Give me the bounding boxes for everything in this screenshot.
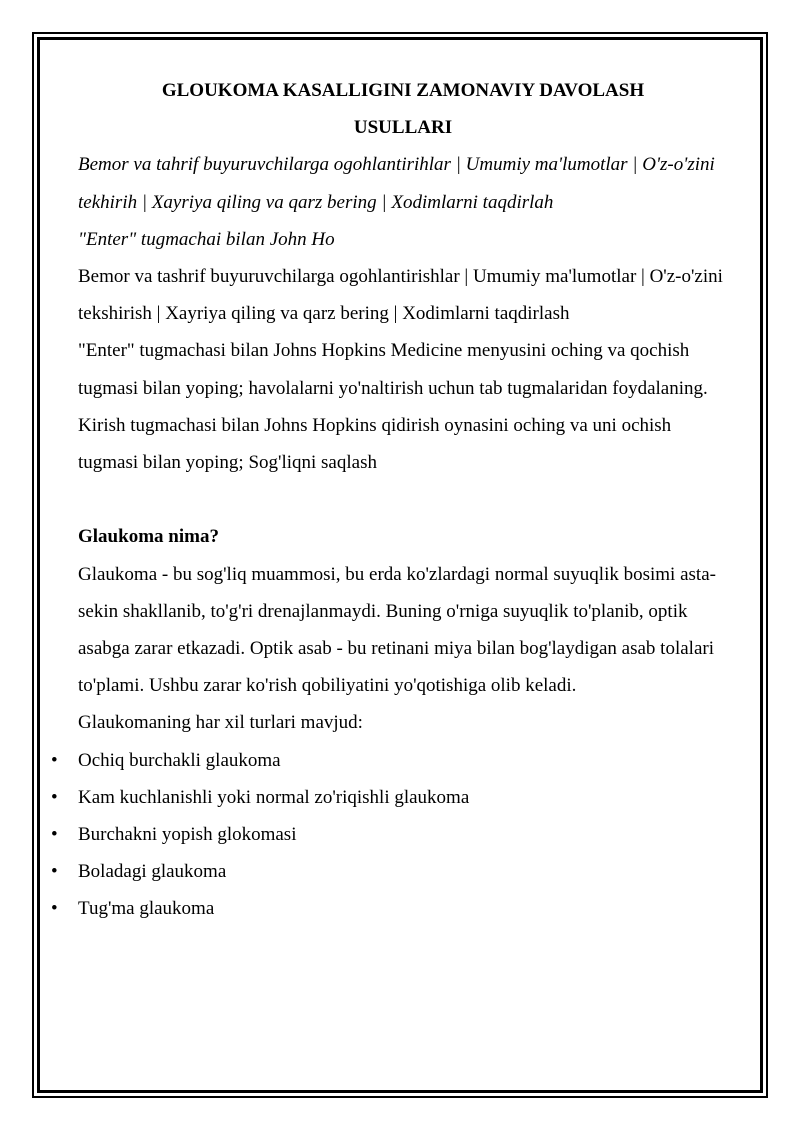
- document-title: [78, 72, 728, 146]
- list-item: [51, 742, 728, 779]
- list-item: [51, 779, 728, 816]
- italic-paragraph-2: "Enter" tugmachai bilan John Ho: [78, 228, 335, 250]
- document-body: [51, 72, 728, 928]
- section-body: Glaukoma - bu sog'liq muammosi, bu erda ko'zlardagi normal suyuqlik bosimi asta-sekin shakllanib, to'g'ri drenajlanmaydi. Buning o'rniga suyuqlik to'planib, optik asabga zarar etkazadi. Optik asab - bu retinani miya bilan bog'laydigan asab tolalari to'plami. Ushbu zarar ko'rish qobiliyatini yo'qotishiga olib keladi.: [78, 563, 716, 697]
- bullet-icon: •: [51, 898, 58, 920]
- list-item: [51, 853, 728, 890]
- section-heading: Glaukoma nima?: [78, 526, 219, 548]
- bullet-icon: •: [51, 749, 58, 771]
- paragraph-notices: Bemor va tashrif buyuruvchilarga ogohlantirishlar | Umumiy ma'lumotlar | O'z-o'zini tekshirish | Xayriya qiling va qarz bering | Xodimlarni taqdirlash: [78, 266, 723, 325]
- document-title-line-1: GLOUKOMA KASALLIGINI ZAMONAVIY DAVOLASH: [161, 80, 645, 101]
- list-item-text: Kam kuchlanishli yoki normal zo'riqishli glaukoma: [78, 786, 470, 808]
- italic-paragraph-1: Bemor va tahrif buyuruvchilarga ogohlantirihlar | Umumiy ma'lumotlar | O'z-o'zini tekhirih | Xayriya qiling va qarz bering | Xodimlarni taqdirlah: [78, 154, 715, 213]
- list-item-text: Boladagi glaukoma: [78, 861, 227, 883]
- bullet-icon: •: [51, 824, 58, 846]
- list-item-text: Burchakni yopish glokomasi: [78, 824, 297, 846]
- glaucoma-types-list: [51, 742, 728, 928]
- blank-line: [78, 481, 728, 518]
- list-item-text: Ochiq burchakli glaukoma: [78, 749, 281, 771]
- bullet-icon: •: [51, 861, 58, 883]
- document-title-line-2: USULLARI: [353, 117, 453, 139]
- paragraph-menu-instructions: "Enter" tugmachasi bilan Johns Hopkins Medicine menyusini oching va qochish tugmasi bilan yoping; havolalarni yo'naltirish uchun tab tugmalaridan foydalaning. Kirish tugmachasi bilan Johns Hopkins qidirish oynasini oching va uni ochish tugmasi bilan yoping; Sog'liqni saqlash: [78, 340, 708, 474]
- types-intro: Glaukomaning har xil turlari mavjud:: [78, 712, 363, 734]
- list-item: [51, 890, 728, 927]
- bullet-icon: •: [51, 786, 58, 808]
- list-item-text: Tug'ma glaukoma: [78, 898, 215, 920]
- list-item: [51, 816, 728, 853]
